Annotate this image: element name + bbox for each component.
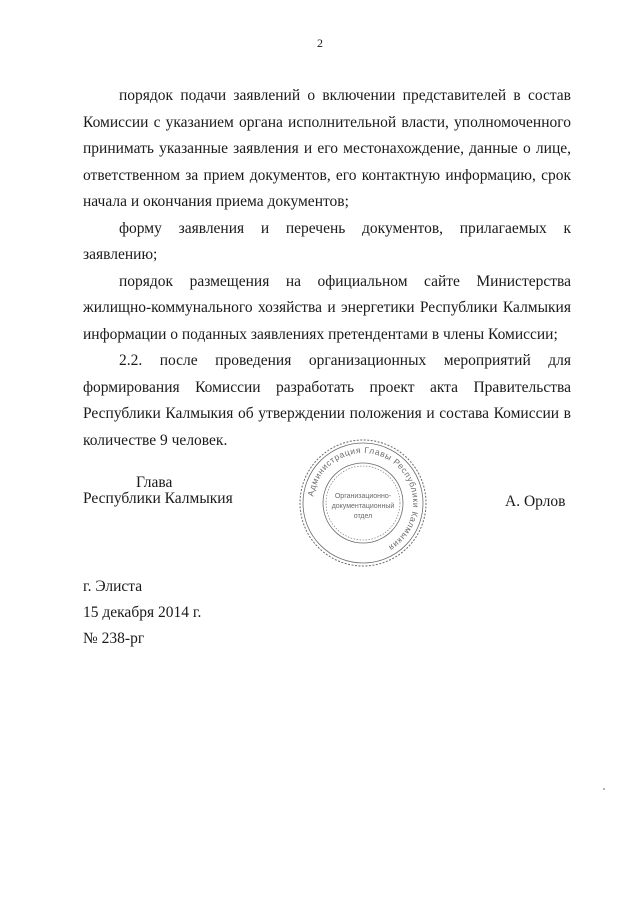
footer-date: 15 декабря 2014 г. [83,604,202,621]
seal-inner-line-2: документационный [331,503,395,510]
footer-city: г. Элиста [83,578,143,595]
paragraph-application-form: форму заявления и перечень документов, прилагаемых к заявлению; [83,219,571,263]
seal-inner-line-3: отдел [353,513,373,520]
signature-organization: Республики Калмыкия [83,490,233,507]
page-number: 2 [317,36,323,50]
paragraph-section-2-2: 2.2. после проведения организационных мероприятий для формирования Комиссии разработать проект акта Правительства Республики Калмыкия об утверждении положения и состава Комиссии в количестве 9 человек. [83,352,571,449]
official-seal-stamp [298,438,428,568]
seal-ring-text: Администрация Главы Республики Калмыкия [305,444,422,554]
footer-document-number: № 238-рг [83,630,145,647]
seal-inner-line-1: Организационно- [334,493,392,500]
paragraph-website-publication: порядок размещения на официальном сайте Министерства жилищно-коммунального хозяйства и энергетики Республики Калмыкия информации о поданных заявлениях претендентами в члены Комиссии; [83,272,571,343]
signature-title: Глава [136,474,173,491]
scan-speck [603,788,605,790]
signature-name: А. Орлов [505,493,566,510]
paragraph-application-procedure: порядок подачи заявлений о включении представителей в состав Комиссии с указанием органа исполнительной власти, уполномоченного принимать указанные заявления и его местонахождение, данные о лице, ответственном за прием документов, его контактную информацию, срок начала и окончания приема документов; [83,87,571,210]
document-body [83,83,571,454]
